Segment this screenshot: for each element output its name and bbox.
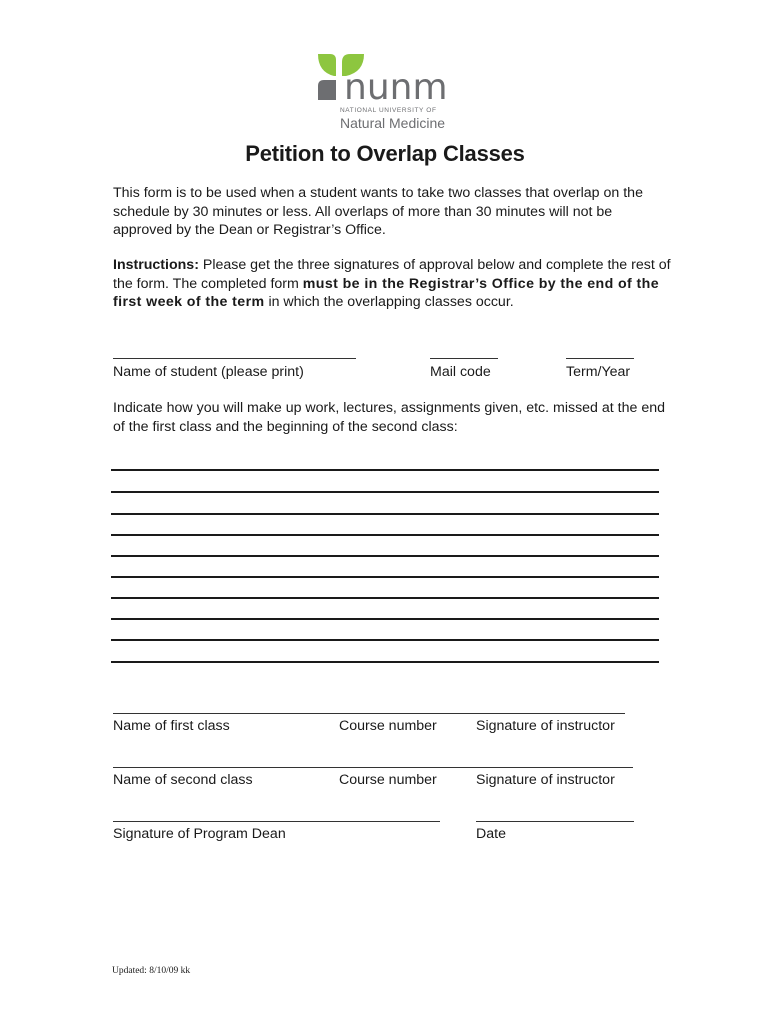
- nunm-logo: [316, 52, 456, 132]
- second-class-name-label: Name of second class: [113, 772, 253, 788]
- page-title: Petition to Overlap Classes: [245, 141, 525, 166]
- second-class-line[interactable]: [113, 767, 633, 768]
- mail-code-line[interactable]: [430, 358, 498, 359]
- dean-signature-line[interactable]: [113, 821, 440, 822]
- logo-tagline-line2: Natural Medicine: [340, 115, 446, 131]
- mail-code-label: Mail code: [430, 364, 491, 380]
- term-year-line[interactable]: [566, 358, 634, 359]
- second-class-course-label: Course number: [339, 772, 437, 788]
- response-line: [111, 618, 659, 620]
- instructions-paragraph: [113, 256, 673, 312]
- instructions-label: Instructions:: [113, 257, 199, 273]
- student-name-label: Name of student (please print): [113, 364, 304, 380]
- date-line[interactable]: [476, 821, 634, 822]
- second-class-signature-label: Signature of instructor: [476, 772, 615, 788]
- logo-wordmark: nunm: [344, 67, 448, 108]
- response-line: [111, 491, 659, 493]
- response-line: [111, 639, 659, 641]
- dean-signature-label: Signature of Program Dean: [113, 826, 286, 842]
- response-line: [111, 661, 659, 663]
- response-line: [111, 513, 659, 515]
- response-line: [111, 597, 659, 599]
- instructions-text-1: Please get the three signatures of approval below and complete the rest of the form. The completed form: [113, 257, 671, 292]
- updated-footer: Updated: 8/10/09 kk: [112, 966, 191, 976]
- makeup-prompt: Indicate how you will make up work, lectures, assignments given, etc. missed at the end of the first class and the beginning of the second class:: [113, 400, 666, 435]
- first-class-course-label: Course number: [339, 718, 437, 734]
- response-line: [111, 555, 659, 557]
- term-year-label: Term/Year: [566, 364, 631, 380]
- response-line: [111, 576, 659, 578]
- instructions-text-2: in which the overlapping classes occur.: [264, 294, 514, 310]
- response-line: [111, 469, 659, 471]
- student-name-line[interactable]: [113, 358, 356, 359]
- instructions-deadline: must be in the Registrar’s Office by the end of the first week of the term: [113, 275, 660, 310]
- intro-paragraph: This form is to be used when a student wants to take two classes that overlap on the schedule by 30 minutes or less. All overlaps of more than 30 minutes will not be approved by the Dean or Registrar’s Office.: [113, 185, 643, 238]
- first-class-name-label: Name of first class: [113, 718, 230, 734]
- first-class-line[interactable]: [113, 713, 625, 714]
- logo-tagline-line1: NATIONAL UNIVERSITY OF: [340, 107, 437, 114]
- response-line: [111, 534, 659, 536]
- first-class-signature-label: Signature of instructor: [476, 718, 615, 734]
- date-label: Date: [476, 826, 506, 842]
